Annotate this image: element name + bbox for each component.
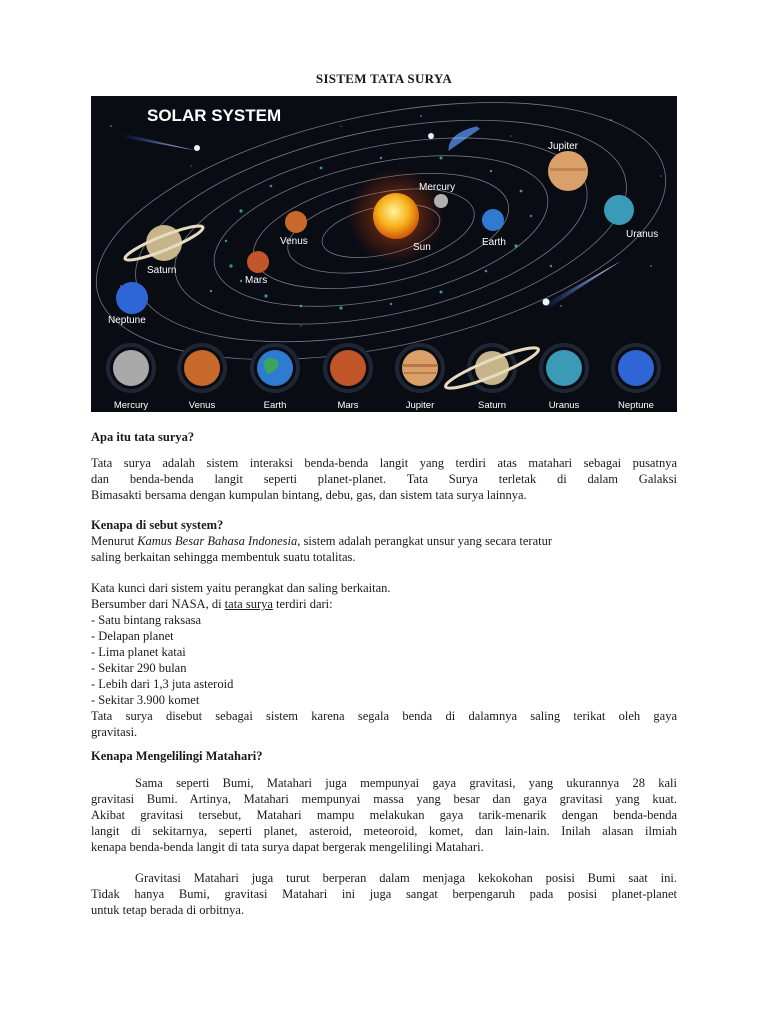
label-earth: Earth [482, 237, 506, 248]
paragraph-line: Tata surya disebut sebagai sistem karena segala benda di dalamnya saling terikat oleh gaya [91, 709, 677, 723]
sun-icon [373, 193, 419, 239]
planet-row [108, 342, 659, 394]
section-heading-what-is: Apa itu tata surya? [91, 430, 195, 444]
row-mercury-icon [113, 350, 149, 386]
text-run: Bersumber dari NASA, di [91, 597, 225, 611]
row-label-jupiter: Jupiter [405, 400, 435, 411]
paragraph-line: Gravitasi Matahari juga turut berperan dalam menjaga kekokohan posisi Bumi saat ini. [135, 871, 677, 885]
section3-paragraph1 [91, 775, 677, 855]
paragraph-line: gravitasi. [91, 725, 138, 739]
document-title: SISTEM TATA SURYA [315, 71, 453, 86]
list-item: - Lima planet katai [91, 645, 186, 659]
paragraph-line: dan benda-benda langit seperti planet-planet. Tata Surya terletak di dalam Galaksi [91, 472, 677, 486]
section3-paragraph2 [91, 870, 677, 918]
label-uranus: Uranus [626, 229, 659, 240]
row-label-neptune: Neptune [618, 400, 654, 411]
paragraph-line: langit di sekitarnya, seperti planet, asteroid, meteoroid, komet, dan lain-lain. Inilah alasan ilmiah [91, 824, 677, 838]
section2-intro [91, 533, 677, 565]
mercury-orbit-icon [434, 194, 448, 208]
venus-orbit-icon [285, 211, 307, 233]
row-label-uranus: Uranus [548, 400, 580, 411]
paragraph-line: Tata surya adalah sistem interaksi benda-benda langit yang terdiri atas matahari sebagai pusatnya [91, 456, 677, 470]
paragraph-line: Bimasakti bersama dengan kumpulan bintang, debu, gas, dan sistem tata surya lainnya. [91, 488, 527, 502]
list-item: - Satu bintang raksasa [91, 613, 202, 627]
paragraph-line: gravitasi Bumi. Artinya, Matahari mempunyai massa yang besar dan gaya gravitasi yang kuat. [91, 792, 677, 806]
row-jupiter-icon [402, 350, 438, 386]
row-mars-icon [330, 350, 366, 386]
label-saturn: Saturn [147, 265, 177, 276]
label-neptune: Neptune [108, 315, 146, 326]
list-item: - Lebih dari 1,3 juta asteroid [91, 677, 234, 691]
paragraph-line: Kata kunci dari sistem yaitu perangkat dan saling berkaitan. [91, 581, 391, 595]
kbbi-italic: Kamus Besar Bahasa Indonesia [137, 534, 298, 548]
row-label-mars: Mars [337, 400, 359, 411]
paragraph-line: kenapa benda-benda langit di tata surya dapat bergerak mengelilingi Matahari. [91, 840, 484, 854]
paragraph-line [91, 596, 677, 612]
row-label-saturn: Saturn [478, 400, 506, 411]
label-mercury: Mercury [419, 182, 456, 193]
row-uranus-icon [546, 350, 582, 386]
saturn-orbit-icon [122, 221, 205, 265]
paragraph-line: Akibat gravitasi tersebut, Matahari mampu melakukan gaya tarik-menarik dengan benda-benda [91, 808, 677, 822]
paragraph-line: untuk tetap berada di orbitnya. [91, 903, 245, 917]
paragraph-line: Tidak hanya Bumi, gravitasi Matahari ini juga sangat berpengaruh pada posisi planet-planet [91, 887, 677, 901]
label-jupiter: Jupiter [548, 141, 579, 152]
earth-orbit-icon [482, 209, 504, 231]
solar-system-svg [91, 96, 677, 412]
mars-orbit-icon [247, 251, 269, 273]
tata-surya-link[interactable]: tata surya [224, 597, 273, 611]
section-heading-orbit-sun: Kenapa Mengelilingi Matahari? [91, 749, 263, 763]
solar-system-illustration [91, 96, 677, 412]
row-venus-icon [184, 350, 220, 386]
row-label-earth: Earth [263, 400, 287, 411]
label-sun: Sun [413, 242, 431, 253]
section2-keywords [91, 580, 677, 740]
text-run: Menurut [91, 534, 138, 548]
paragraph-line: saling berkaitan sehingga membentuk suatu totalitas. [91, 550, 356, 564]
figure-heading: SOLAR SYSTEM [147, 106, 282, 125]
text-run: , sistem adalah perangkat unsur yang secara teratur [297, 534, 553, 548]
paragraph-line [91, 533, 677, 549]
section1-paragraph [91, 455, 677, 503]
list-item: - Delapan planet [91, 629, 174, 643]
list-item: - Sekitar 3.900 komet [91, 693, 200, 707]
list-item: - Sekitar 290 bulan [91, 661, 187, 675]
row-label-venus: Venus [188, 400, 216, 411]
section-heading-why-system: Kenapa di sebut system? [91, 518, 224, 532]
label-mars: Mars [245, 275, 268, 286]
label-venus: Venus [280, 236, 308, 247]
row-label-mercury: Mercury [113, 400, 149, 411]
neptune-orbit-icon [116, 282, 148, 314]
paragraph-line: Sama seperti Bumi, Matahari juga mempunyai gaya gravitasi, yang ukurannya 28 kali [135, 776, 677, 790]
text-run: terdiri dari: [272, 597, 333, 611]
row-neptune-icon [618, 350, 654, 386]
uranus-orbit-icon [604, 195, 634, 225]
